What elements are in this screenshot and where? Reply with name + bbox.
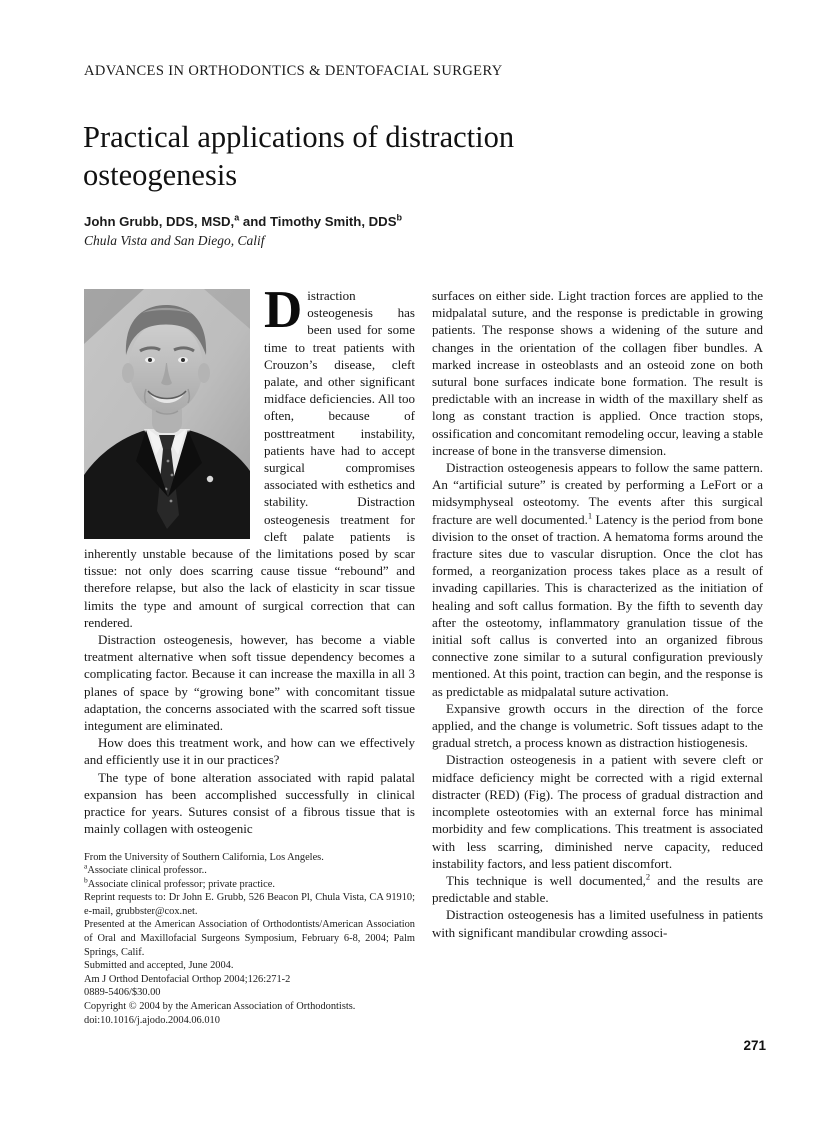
reference-marker-1: 1	[587, 510, 593, 521]
paragraph-left-2: Distraction osteogenesis, however, has become a viable treatment alternative when soft tissue dependency becomes a complicating factor. Because it can increase the maxilla in all 3 planes of space by “growing bone” with concomitant tissue adaptation, the concerns associated with the scarred soft tissue integument are eliminated.	[84, 632, 415, 734]
drop-cap: D	[264, 281, 303, 339]
footnote-issn-price: 0889-5406/$30.00	[84, 987, 161, 999]
footnote-doi: doi:10.1016/j.ajodo.2004.06.010	[84, 1014, 220, 1026]
page-number: 271	[743, 1038, 766, 1053]
paragraph-right-1: surfaces on either side. Light traction forces are applied to the midpalatal suture, and the response is predictable in growing patients. The response shows a widening of the suture and changes in the orientation of the collagen fiber bundles. A marked increase in osteoblasts and an osteoid zone on both sutural bone surfaces indicate bone formation. The result is predictable with an increase in width of the maxillary shelf as long as constant traction is applied. Once traction stops, ossification and concomitant remodeling occur, leaving a stable increase of bone in the transverse dimension.	[432, 288, 763, 458]
author-portrait-illustration	[84, 289, 250, 539]
footnote-reprint-requests: Reprint requests to: Dr John E. Grubb, 526 Beacon Pl, Chula Vista, CA 91910; e-mail, grubbster@cox.net.	[84, 892, 415, 917]
footnote-affil-b: $^b$Associate clinical professor; private practice.	[84, 875, 275, 890]
author-photo	[84, 289, 250, 539]
author-affiliation-marker-b: b	[396, 212, 403, 223]
right-column	[432, 287, 763, 941]
paragraph-left-4: The type of bone alteration associated with rapid palatal expansion has been accomplished successfully in clinical practice for years. Sutures consist of a fibrous tissue that is mainly collagen with osteogenic	[84, 769, 415, 837]
paragraph-right-3: Expansive growth occurs in the direction of the force applied, and the change is volumetric. Soft tissues adapt to the gradual stretch, a process known as distraction histiogenesis.	[432, 700, 763, 751]
paragraph-right-2: Distraction osteogenesis appears to follow the same pattern. An “artificial suture” is created by performing a LeFort or a midsymphyseal osteotomy. The events after this surgical fracture are well documented.$^1$ Latency is the period from bone division to the onset of traction. A hematoma forms around the fracture sites due to vascular disruption. Once the clot has formed, a reorganization process takes place as a result of invading capillaries. This is characterized as the initiation of healing and soft callus formation. By the fifth to seventh day after the osteotomy, inflammatory granulation tissue of the initial soft callus is converted into an organized fibrous connective zone similar to a sutural configuration previously mentioned. At this point, traction can begin, and the response is as predictable as midpalatal suture activation.	[432, 460, 763, 699]
author-affiliation-marker-a: a	[234, 212, 240, 223]
footnote-block	[84, 851, 415, 1028]
footnote-source: From the University of Southern California, Los Angeles.	[84, 851, 324, 863]
left-column	[84, 281, 415, 1027]
footnote-presented-at: Presented at the American Association of Orthodontists/American Association of Oral and Maxillofacial Surgeons Symposium, February 6-8, 2004; Palm Springs, Calif.	[84, 919, 415, 958]
affiliation-line: Chula Vista and San Diego, Calif	[84, 233, 265, 248]
footnote-citation: Am J Orthod Dentofacial Orthop 2004;126:271-2	[84, 973, 291, 985]
article-title: Practical applications of distraction osteogenesis	[83, 120, 515, 192]
footnote-copyright: Copyright © 2004 by the American Association of Orthodontists.	[84, 1001, 356, 1013]
footnote-affil-a: $^a$Associate clinical professor..	[84, 861, 207, 877]
footnote-marker-b: b	[84, 875, 88, 885]
journal-section-header: ADVANCES IN ORTHODONTICS & DENTOFACIAL SURGERY	[84, 63, 503, 79]
author-1: John Grubb, DDS, MSD,	[84, 214, 235, 229]
reference-marker-2: 2	[645, 871, 651, 882]
footnote-marker-a: a	[84, 861, 88, 871]
lapel-pin	[207, 476, 213, 482]
footnote-submitted: Submitted and accepted, June 2004.	[84, 960, 234, 972]
paragraph-right-4: Distraction osteogenesis in a patient with severe cleft or midface deficiency might be corrected with a rigid external distracter (RED) (Fig). The process of gradual distraction and incomplete osteotomies with an external force has minimal morbidity and few complications. This treatment is associated with less scarring, diminished nerve capacity, reduced instability factors, and less patient discomfort.	[432, 752, 763, 871]
author-line	[84, 214, 684, 229]
paragraph-left-3: How does this treatment work, and how can we effectively and efficiently use it in our practices?	[84, 735, 415, 768]
paragraph-intro-text: istraction osteogenesis has been used for some time to treat patients with Crouzon’s disease, cleft palate, and other significant midface deficiencies. All too often, because of posttreatment instability, patients have had to accept surgical compromises associated with esthetics and stability. Distraction osteogenesis treatment for cleft palate patients is inherently unstable because of the limitations posed by scar tissue: not only does scarring cause tissue “rebound” and therefore relapse, but also the lack of elasticity in scar tissue limits the type and amount of surgical correction that can rendered.	[84, 288, 415, 630]
author-2: and Timothy Smith, DDS	[239, 214, 397, 229]
paragraph-right-6: Distraction osteogenesis has a limited usefulness in patients with significant mandibular crowding associ-	[432, 907, 763, 940]
paragraph-right-5: This technique is well documented,$^2$ and the results are predictable and stable.	[432, 871, 764, 906]
